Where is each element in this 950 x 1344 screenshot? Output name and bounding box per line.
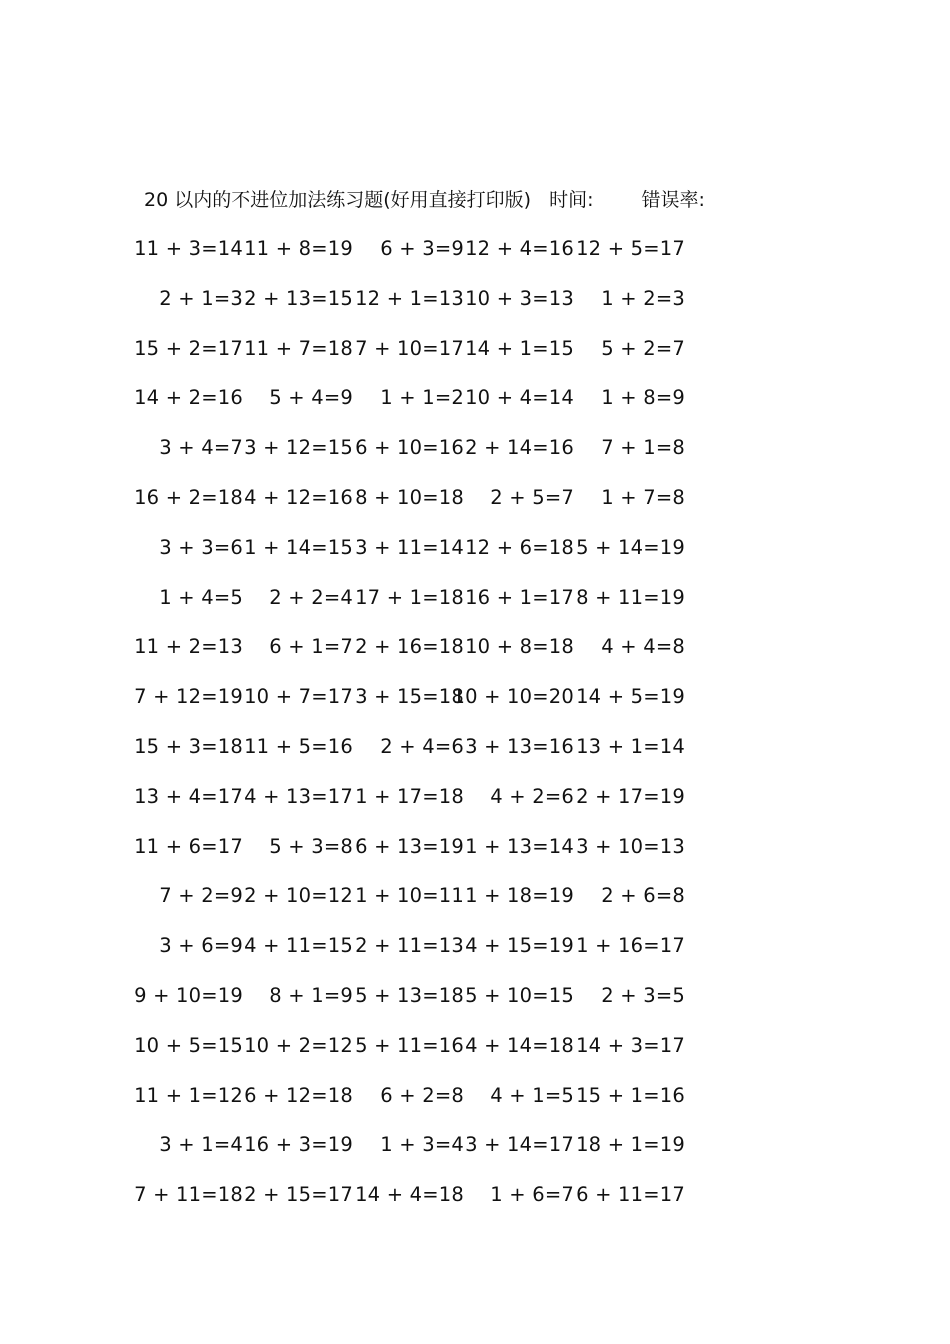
problem-2-5: 1 + 2=3 (601, 286, 685, 310)
problem-14-2: 2 + 10=12 (244, 884, 353, 908)
problem-5-1: 3 + 4=7 (159, 436, 243, 460)
problem-16-2: 8 + 1=9 (269, 984, 353, 1007)
problem-3-3: 7 + 10=17 (355, 336, 464, 360)
problem-5-2: 3 + 12=15 (244, 436, 353, 460)
problem-19-5: 18 + 1=19 (576, 1133, 685, 1157)
problem-17-4: 4 + 14=18 (465, 1033, 574, 1057)
problem-5-3: 6 + 10=16 (355, 436, 464, 460)
problem-4-5: 1 + 8=9 (601, 386, 685, 410)
problem-13-1: 11 + 6=17 (134, 834, 243, 858)
problem-14-1: 7 + 2=9 (159, 884, 243, 908)
problem-11-3: 2 + 4=6 (380, 735, 464, 758)
problem-1-3: 6 + 3=9 (380, 237, 464, 260)
worksheet-title: 20 以内的不进位加法练习题(好用直接打印版) (144, 189, 532, 211)
problem-20-1: 7 + 11=18 (134, 1183, 243, 1207)
problem-7-1: 3 + 3=6 (159, 535, 243, 559)
problem-11-4: 3 + 13=16 (465, 735, 574, 758)
problem-20-3: 14 + 4=18 (355, 1183, 464, 1207)
problem-16-4: 5 + 10=15 (465, 984, 574, 1007)
problem-10-2: 10 + 7=17 (244, 685, 353, 709)
problem-8-4: 16 + 1=17 (465, 585, 574, 609)
problem-19-1: 3 + 1=4 (159, 1133, 243, 1157)
problem-19-3: 1 + 3=4 (380, 1133, 464, 1157)
problem-14-5: 2 + 6=8 (601, 884, 685, 908)
problem-13-5: 3 + 10=13 (576, 834, 685, 858)
problem-15-3: 2 + 11=13 (355, 934, 464, 958)
problem-11-1: 15 + 3=18 (134, 735, 243, 758)
problem-2-1: 2 + 1=3 (159, 286, 243, 310)
problem-16-1: 9 + 10=19 (134, 984, 243, 1007)
problem-7-3: 3 + 11=14 (355, 535, 464, 559)
problem-17-5: 14 + 3=17 (576, 1033, 685, 1057)
problem-3-4: 14 + 1=15 (465, 336, 574, 360)
problem-6-1: 16 + 2=18 (134, 486, 243, 509)
problem-15-1: 3 + 6=9 (159, 934, 243, 958)
problem-1-4: 12 + 4=16 (465, 237, 574, 260)
problem-11-2: 11 + 5=16 (244, 735, 353, 758)
problem-8-5: 8 + 11=19 (576, 585, 685, 609)
problem-15-4: 4 + 15=19 (465, 934, 574, 958)
problem-2-3: 12 + 1=13 (355, 286, 464, 310)
problem-12-5: 2 + 17=19 (576, 784, 685, 808)
problem-5-5: 7 + 1=8 (601, 436, 685, 460)
problem-17-2: 10 + 2=12 (244, 1033, 353, 1057)
problem-6-5: 1 + 7=8 (601, 486, 685, 509)
problem-8-3: 17 + 1=18 (355, 585, 464, 609)
problem-13-2: 5 + 3=8 (269, 834, 353, 858)
problem-19-4: 3 + 14=17 (465, 1133, 574, 1157)
problem-8-1: 1 + 4=5 (159, 585, 243, 609)
problem-13-4: 1 + 13=14 (465, 834, 574, 858)
problem-7-2: 1 + 14=15 (244, 535, 353, 559)
problem-1-2: 11 + 8=19 (244, 237, 353, 260)
problem-2-2: 2 + 13=15 (244, 286, 353, 310)
problem-10-4: 10 + 10=20 (452, 685, 574, 709)
problem-15-5: 1 + 16=17 (576, 934, 685, 958)
problem-17-3: 5 + 11=16 (355, 1033, 464, 1057)
problem-4-1: 14 + 2=16 (134, 386, 243, 410)
problem-4-4: 10 + 4=14 (465, 386, 574, 410)
problem-19-2: 16 + 3=19 (244, 1133, 353, 1157)
problem-1-5: 12 + 5=17 (576, 237, 685, 260)
problem-9-3: 2 + 16=18 (355, 635, 464, 659)
problem-3-2: 11 + 7=18 (244, 336, 353, 360)
problem-15-2: 4 + 11=15 (244, 934, 353, 958)
problem-9-4: 10 + 8=18 (465, 635, 574, 659)
problem-4-3: 1 + 1=2 (380, 386, 464, 410)
problem-18-2: 6 + 12=18 (244, 1083, 353, 1107)
problem-20-2: 2 + 15=17 (244, 1183, 353, 1207)
problem-9-5: 4 + 4=8 (601, 635, 685, 659)
problem-1-1: 11 + 3=14 (134, 237, 243, 260)
problem-20-5: 6 + 11=17 (576, 1183, 685, 1207)
error-rate-label: 错误率: (641, 189, 705, 211)
problem-14-4: 1 + 18=19 (465, 884, 574, 908)
problem-4-2: 5 + 4=9 (269, 386, 353, 410)
problem-7-4: 12 + 6=18 (465, 535, 574, 559)
problem-10-1: 7 + 12=19 (134, 685, 243, 709)
problem-12-2: 4 + 13=17 (244, 784, 353, 808)
problem-12-1: 13 + 4=17 (134, 784, 243, 808)
problem-6-4: 2 + 5=7 (490, 486, 574, 509)
problem-12-3: 1 + 17=18 (355, 784, 464, 808)
problem-14-3: 1 + 10=11 (355, 884, 464, 908)
problem-12-4: 4 + 2=6 (490, 784, 574, 808)
time-label: 时间: (549, 189, 594, 211)
problem-2-4: 10 + 3=13 (465, 286, 574, 310)
problem-17-1: 10 + 5=15 (134, 1033, 243, 1057)
problem-9-1: 11 + 2=13 (134, 635, 243, 659)
problem-10-5: 14 + 5=19 (576, 685, 685, 709)
problem-6-2: 4 + 12=16 (244, 486, 353, 509)
problem-6-3: 8 + 10=18 (355, 486, 464, 509)
problem-16-3: 5 + 13=18 (355, 984, 464, 1007)
problem-18-1: 11 + 1=12 (134, 1083, 243, 1107)
problem-5-4: 2 + 14=16 (465, 436, 574, 460)
problem-16-5: 2 + 3=5 (601, 984, 685, 1007)
problem-20-4: 1 + 6=7 (490, 1183, 574, 1207)
problem-10-3: 3 + 15=18 (355, 685, 464, 709)
problem-8-2: 2 + 2=4 (269, 585, 353, 609)
problem-7-5: 5 + 14=19 (576, 535, 685, 559)
problem-13-3: 6 + 13=19 (355, 834, 464, 858)
problem-11-5: 13 + 1=14 (576, 735, 685, 758)
problem-18-4: 4 + 1=5 (490, 1083, 574, 1107)
problem-9-2: 6 + 1=7 (269, 635, 353, 659)
problem-18-3: 6 + 2=8 (380, 1083, 464, 1107)
problem-3-1: 15 + 2=17 (134, 336, 243, 360)
problem-3-5: 5 + 2=7 (601, 336, 685, 360)
problem-18-5: 15 + 1=16 (576, 1083, 685, 1107)
